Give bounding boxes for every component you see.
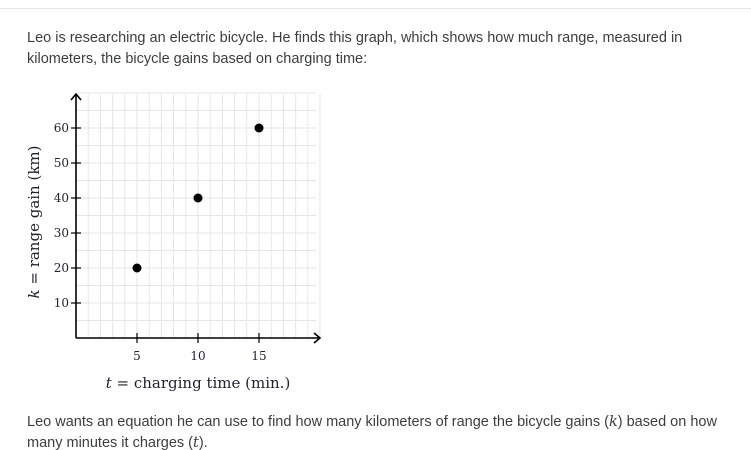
x-tick-label: 15 xyxy=(251,349,267,363)
top-divider xyxy=(0,8,751,9)
question-text-before: Leo wants an equation he can use to find how many kilometers of range the bicycle gains ( xyxy=(27,414,609,430)
y-tick-label: 10 xyxy=(53,296,69,310)
question-text-after: ). xyxy=(198,435,208,450)
y-tick-label: 50 xyxy=(53,156,69,170)
axes xyxy=(71,94,320,343)
variable-t: t xyxy=(193,435,199,450)
intro-paragraph: Leo is researching an electric bicycle. He finds this graph, which shows how much range, measured in kilometers, the bicycle gains based on charging time: xyxy=(27,30,683,67)
y-tick-label: 60 xyxy=(53,121,69,135)
data-point xyxy=(255,124,264,133)
range-vs-charging-time-graph xyxy=(0,80,340,405)
grid-lines xyxy=(76,93,320,338)
data-point xyxy=(194,194,203,203)
x-tick-label: 5 xyxy=(133,349,141,363)
x-tick-label: 10 xyxy=(190,349,206,363)
y-tick-label: 30 xyxy=(53,226,69,240)
question-paragraph xyxy=(27,412,727,450)
y-axis-label: k = range gain (km) xyxy=(25,145,43,299)
y-tick-label: 20 xyxy=(53,261,69,275)
variable-k: k xyxy=(608,414,618,430)
data-point xyxy=(133,264,142,273)
question-text-middle: ) based on how many minutes it charges ( xyxy=(27,414,717,450)
y-tick-label: 40 xyxy=(53,191,69,205)
x-axis-label: t = charging time (min.) xyxy=(105,374,291,392)
